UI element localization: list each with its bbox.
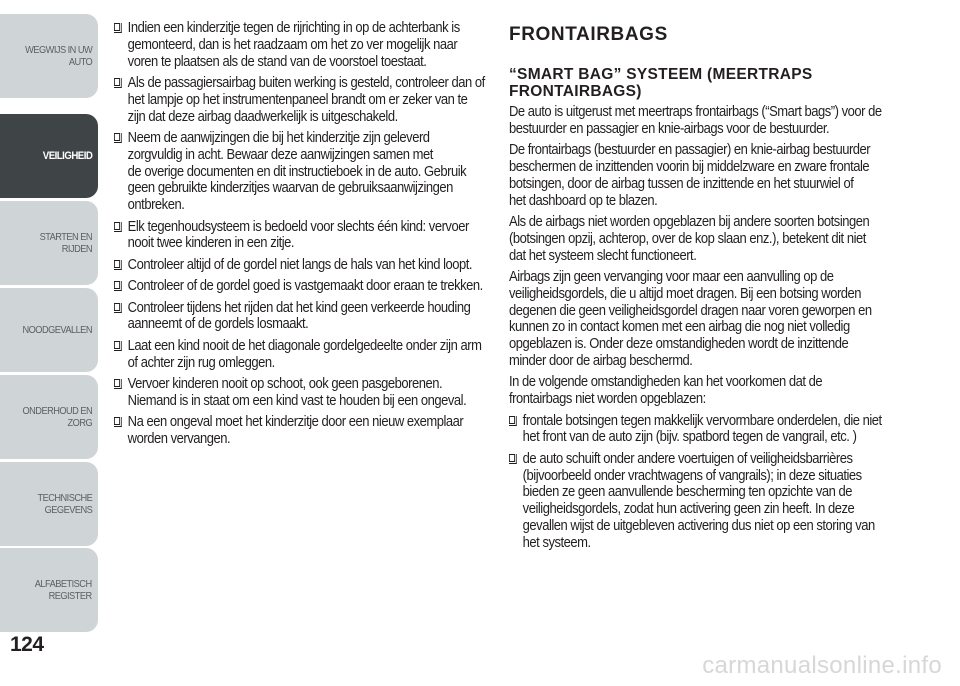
checkbox-bullet-icon: [509, 454, 517, 464]
list-item: de auto schuift onder andere voertuigen of veiligheidsbarrières (bijvoorbeeld onder vrachtwagens of vangrails); in deze situaties bieden ze geen aanvullende bescherming ten opzichte van de veiligheidsgordels, zodat hun activering geen zin heeft. In deze gevallen wijst de uitgebleven activering dus niet op een storing van het systeem.: [509, 451, 911, 552]
paragraph: Als de airbags niet worden opgeblazen bij andere soorten botsingen (botsingen opzij, achterop, over de kop slaan enz.), betekent dit niet dat het systeem slecht functioneert.: [509, 212, 870, 264]
list-item: Vervoer kinderen nooit op schoot, ook geen pasgeborenen. Niemand is in staat om een kind vast te houden bij een ongeval.: [114, 376, 492, 410]
checkbox-bullet-icon: [114, 281, 122, 291]
checkbox-bullet-icon: [114, 78, 122, 88]
tab-veiligheid[interactable]: [0, 114, 98, 198]
list-item: Indien een kinderzitje tegen de rijrichting in op de achterbank is gemonteerd, dan is het raadzaam om het zo ver mogelijk naar voren te plaatsen als de stand van de voorstoel toestaat.: [114, 20, 492, 70]
checkbox-bullet-icon: [114, 222, 122, 232]
child-seat-bullet-list: [114, 20, 492, 448]
tab-wegwijs-in-uw-auto[interactable]: [0, 14, 98, 98]
paragraph: De auto is uitgerust met meertraps frontairbags (“Smart bags”) voor de bestuurder en passagier en knie-airbags voor de bestuurder.: [509, 103, 882, 137]
tab-onderhoud-en-zorg[interactable]: [0, 375, 98, 459]
list-item: Na een ongeval moet het kinderzitje door een nieuw exemplaar worden vervangen.: [114, 414, 492, 448]
checkbox-bullet-icon: [114, 379, 122, 389]
tab-alfabetisch-register[interactable]: [0, 548, 98, 632]
list-item: Laat een kind nooit de het diagonale gordelgedeelte onder zijn arm of achter zijn rug omleggen.: [114, 338, 492, 372]
checkbox-bullet-icon: [114, 303, 122, 313]
left-text-block: [114, 20, 492, 448]
tab-starten-en-rijden[interactable]: [0, 201, 98, 285]
tab-noodgevallen[interactable]: [0, 288, 98, 372]
section-subheading: “SMART BAG” SYSTEEM (MEERTRAPS FRONTAIRBAGS): [509, 66, 813, 100]
right-text-block: [509, 104, 911, 551]
list-item: Elk tegenhoudsysteem is bedoeld voor slechts één kind: vervoer nooit twee kinderen in een zitje.: [114, 219, 492, 253]
tab-label: WEGWIJS IN UW AUTO: [24, 44, 92, 68]
tab-label: TECHNISCHE GEGEVENS: [37, 492, 92, 516]
list-item: Controleer altijd of de gordel niet langs de hals van het kind loopt.: [114, 257, 492, 274]
paragraph: In de volgende omstandigheden kan het voorkomen dat de frontairbags niet worden opgeblazen:: [509, 373, 823, 408]
right-column: [509, 24, 914, 556]
airbag-bullet-list: [509, 413, 911, 552]
list-item: Neem de aanwijzingen die bij het kinderzitje zijn geleverd zorgvuldig in acht. Bewaar deze aanwijzingen samen met de overige documenten en dit instructieboek in de auto. Gebruik geen gebruikte kinderzitjes waarvan de gebruiksaanwijzingen ontbreken.: [114, 130, 492, 214]
section-heading: FRONTAIRBAGS: [509, 24, 668, 45]
watermark: carmanualsonline.info: [702, 652, 942, 679]
tab-label: ALFABETISCH REGISTER: [35, 578, 92, 602]
chapter-sidebar: [0, 0, 100, 686]
list-item: Controleer of de gordel goed is vastgemaakt door eraan te trekken.: [114, 278, 492, 295]
list-item: Als de passagiersairbag buiten werking is gesteld, controleer dan of het lampje op het instrumentenpaneel brandt om er zeker van te zijn dat deze airbag daadwerkelijk is uitgeschakeld.: [114, 75, 492, 125]
tab-label: VEILIGHEID: [42, 150, 92, 162]
tab-technische-gegevens[interactable]: [0, 462, 98, 546]
tab-label: ONDERHOUD EN ZORG: [22, 405, 92, 429]
list-item: frontale botsingen tegen makkelijk vervormbare onderdelen, die niet het front van de auto zijn (bijv. spatbord tegen de vangrail, etc. ): [509, 413, 911, 447]
page-number: 124: [10, 633, 44, 656]
checkbox-bullet-icon: [114, 23, 122, 33]
checkbox-bullet-icon: [114, 341, 122, 351]
checkbox-bullet-icon: [114, 260, 122, 270]
checkbox-bullet-icon: [114, 417, 122, 427]
checkbox-bullet-icon: [509, 416, 517, 426]
paragraph: Airbags zijn geen vervanging voor maar een aanvulling op de veiligheidsgordels, die u altijd moet dragen. Bij een botsing worden degenen die geen veiligheidsgordel dragen naar voren geworpen en kunnen zo in contact komen met een airbag die nog niet volledig opgeblazen is. Onder deze omstandigheden wordt de inzittende minder door de airbag beschermd.: [509, 267, 872, 369]
left-column: [114, 20, 494, 452]
tab-label: STARTEN EN RIJDEN: [39, 231, 92, 255]
paragraph: De frontairbags (bestuurder en passagier) en knie-airbag bestuurder beschermen de inzittenden voorin bij middelzware en zware frontale botsingen, door de airbag tussen de inzittende en het stuurwiel of het dashboard op te blazen.: [509, 141, 871, 209]
list-item: Controleer tijdens het rijden dat het kind geen verkeerde houding aanneemt of de gordels losmaakt.: [114, 300, 492, 334]
tab-label: NOODGEVALLEN: [22, 324, 92, 336]
checkbox-bullet-icon: [114, 133, 122, 143]
